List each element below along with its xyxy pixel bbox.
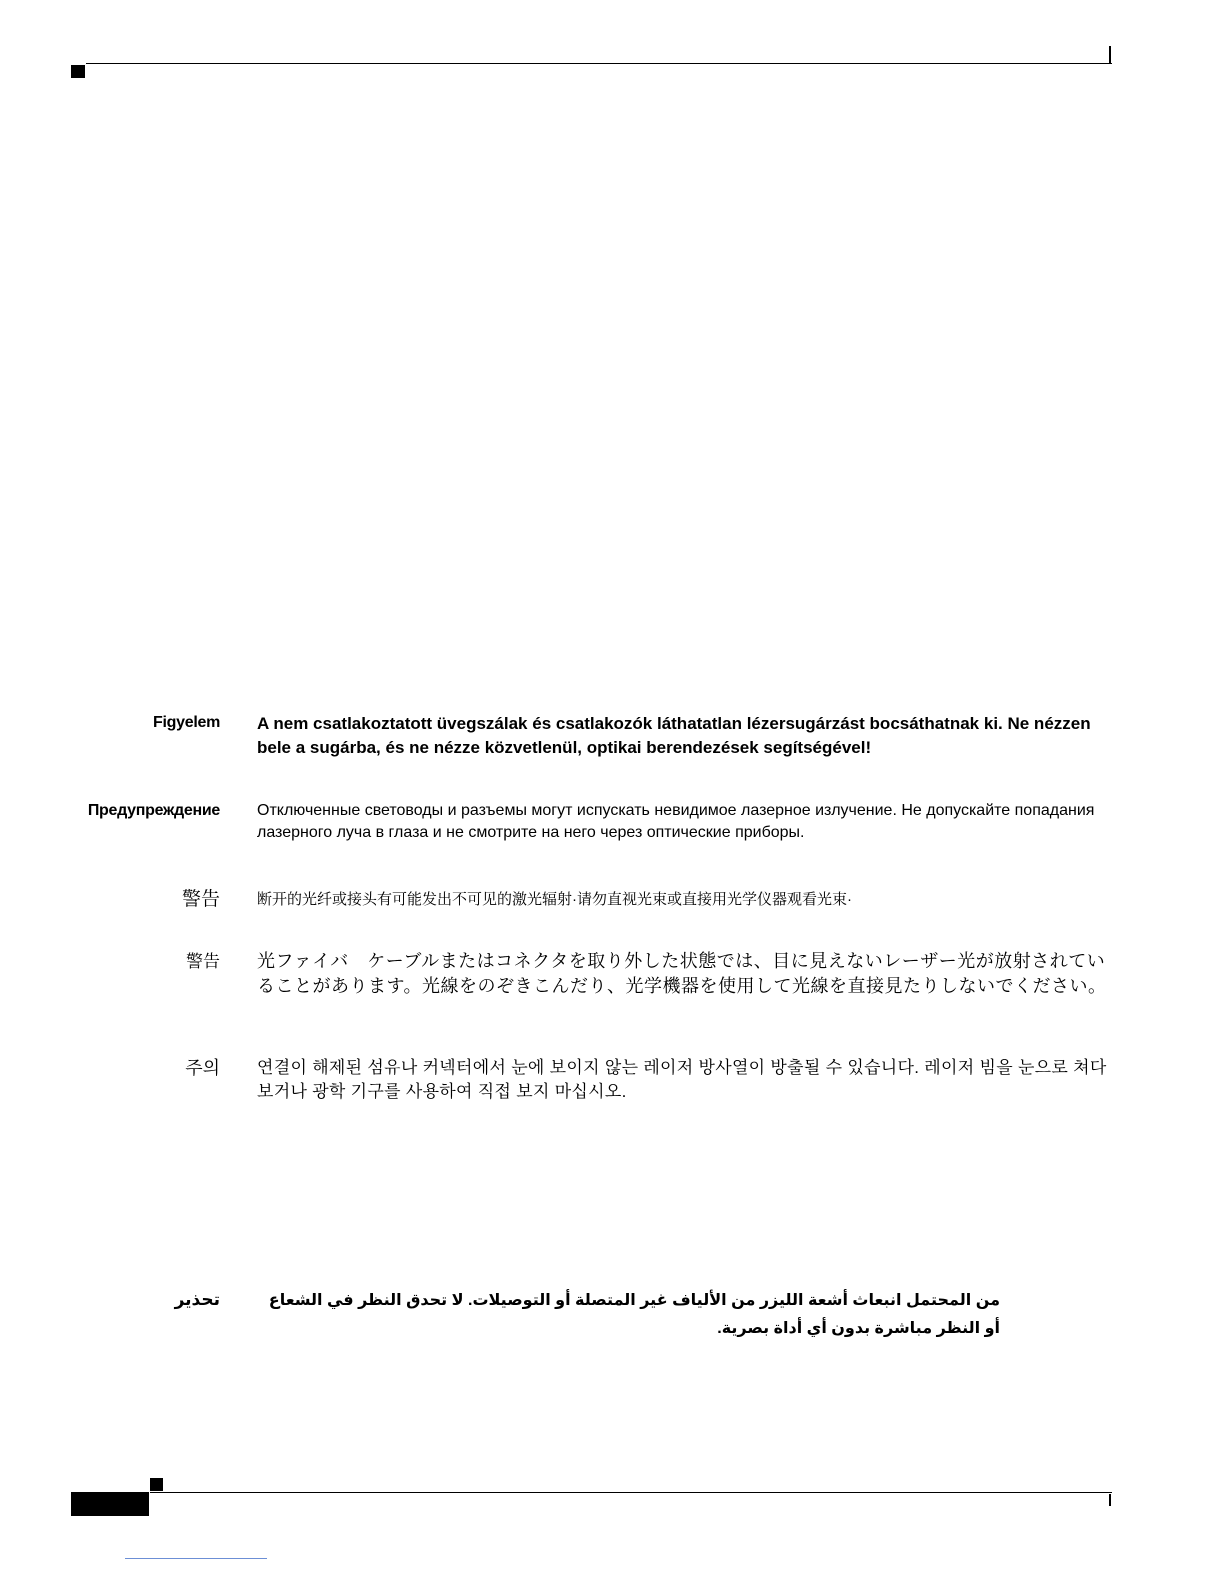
header-tick — [1109, 46, 1111, 64]
warning-label-russian: Предупреждение — [87, 802, 220, 819]
footer-tick — [1109, 1494, 1111, 1506]
footer-link-underline — [125, 1558, 267, 1559]
warning-text-korean: 연결이 해제된 섬유나 커넥터에서 눈에 보이지 않는 레이저 방사열이 방출될 수 있습니다. 레이저 빔을 눈으로 쳐다 보거나 광학 기구를 사용하여 직접 보지 마십시오. — [257, 1058, 1107, 1101]
warning-text-japanese: 光ファイバ ケーブルまたはコネクタを取り外した状態では、目に見えないレーザー光が放射されていることがあります。光線をのぞきこんだり、光学機器を使用して光線を直接見たりしないでください。 — [257, 951, 1107, 996]
warning-text-chinese: 断开的光纤或接头有可能发出不可见的激光辐射·请勿直视光束或直接用光学仪器观看光束· — [257, 891, 852, 908]
warning-label-japanese: 警告 — [186, 952, 220, 971]
header-rule — [86, 63, 1112, 64]
footer-rule — [150, 1492, 1112, 1493]
warning-label-korean: 주의 — [185, 1058, 220, 1078]
warning-label-hungarian: Figyelem — [153, 714, 220, 731]
warning-label-chinese: 警告 — [181, 889, 220, 910]
footer-square — [150, 1478, 163, 1491]
footer-black-block — [71, 1492, 149, 1516]
header-corner-square — [71, 65, 85, 78]
warning-text-hungarian: A nem csatlakoztatott üvegszálak és csatlakozók láthatatlan lézersugárzást bocsáthatnak ki. Ne nézzen bele a sugárba, és ne nézze közvetlenül, optikai berendezések segítségével! — [257, 714, 1091, 757]
warning-label-arabic: تحذير — [174, 1290, 220, 1309]
warning-text-russian: Отключенные световоды и разъемы могут испускать невидимое лазерное излучение. Не допускайте попадания лазерного луча в глаза и не смотрите на него через оптические приборы. — [257, 802, 1095, 841]
warning-text-arabic: من المحتمل انبعاث أشعة الليزر من الألياف غير المتصلة أو التوصيلات. لا تحدق النظر في الشعاع أو النظر مباشرة بدون أي أداة بصرية. — [268, 1292, 1000, 1337]
